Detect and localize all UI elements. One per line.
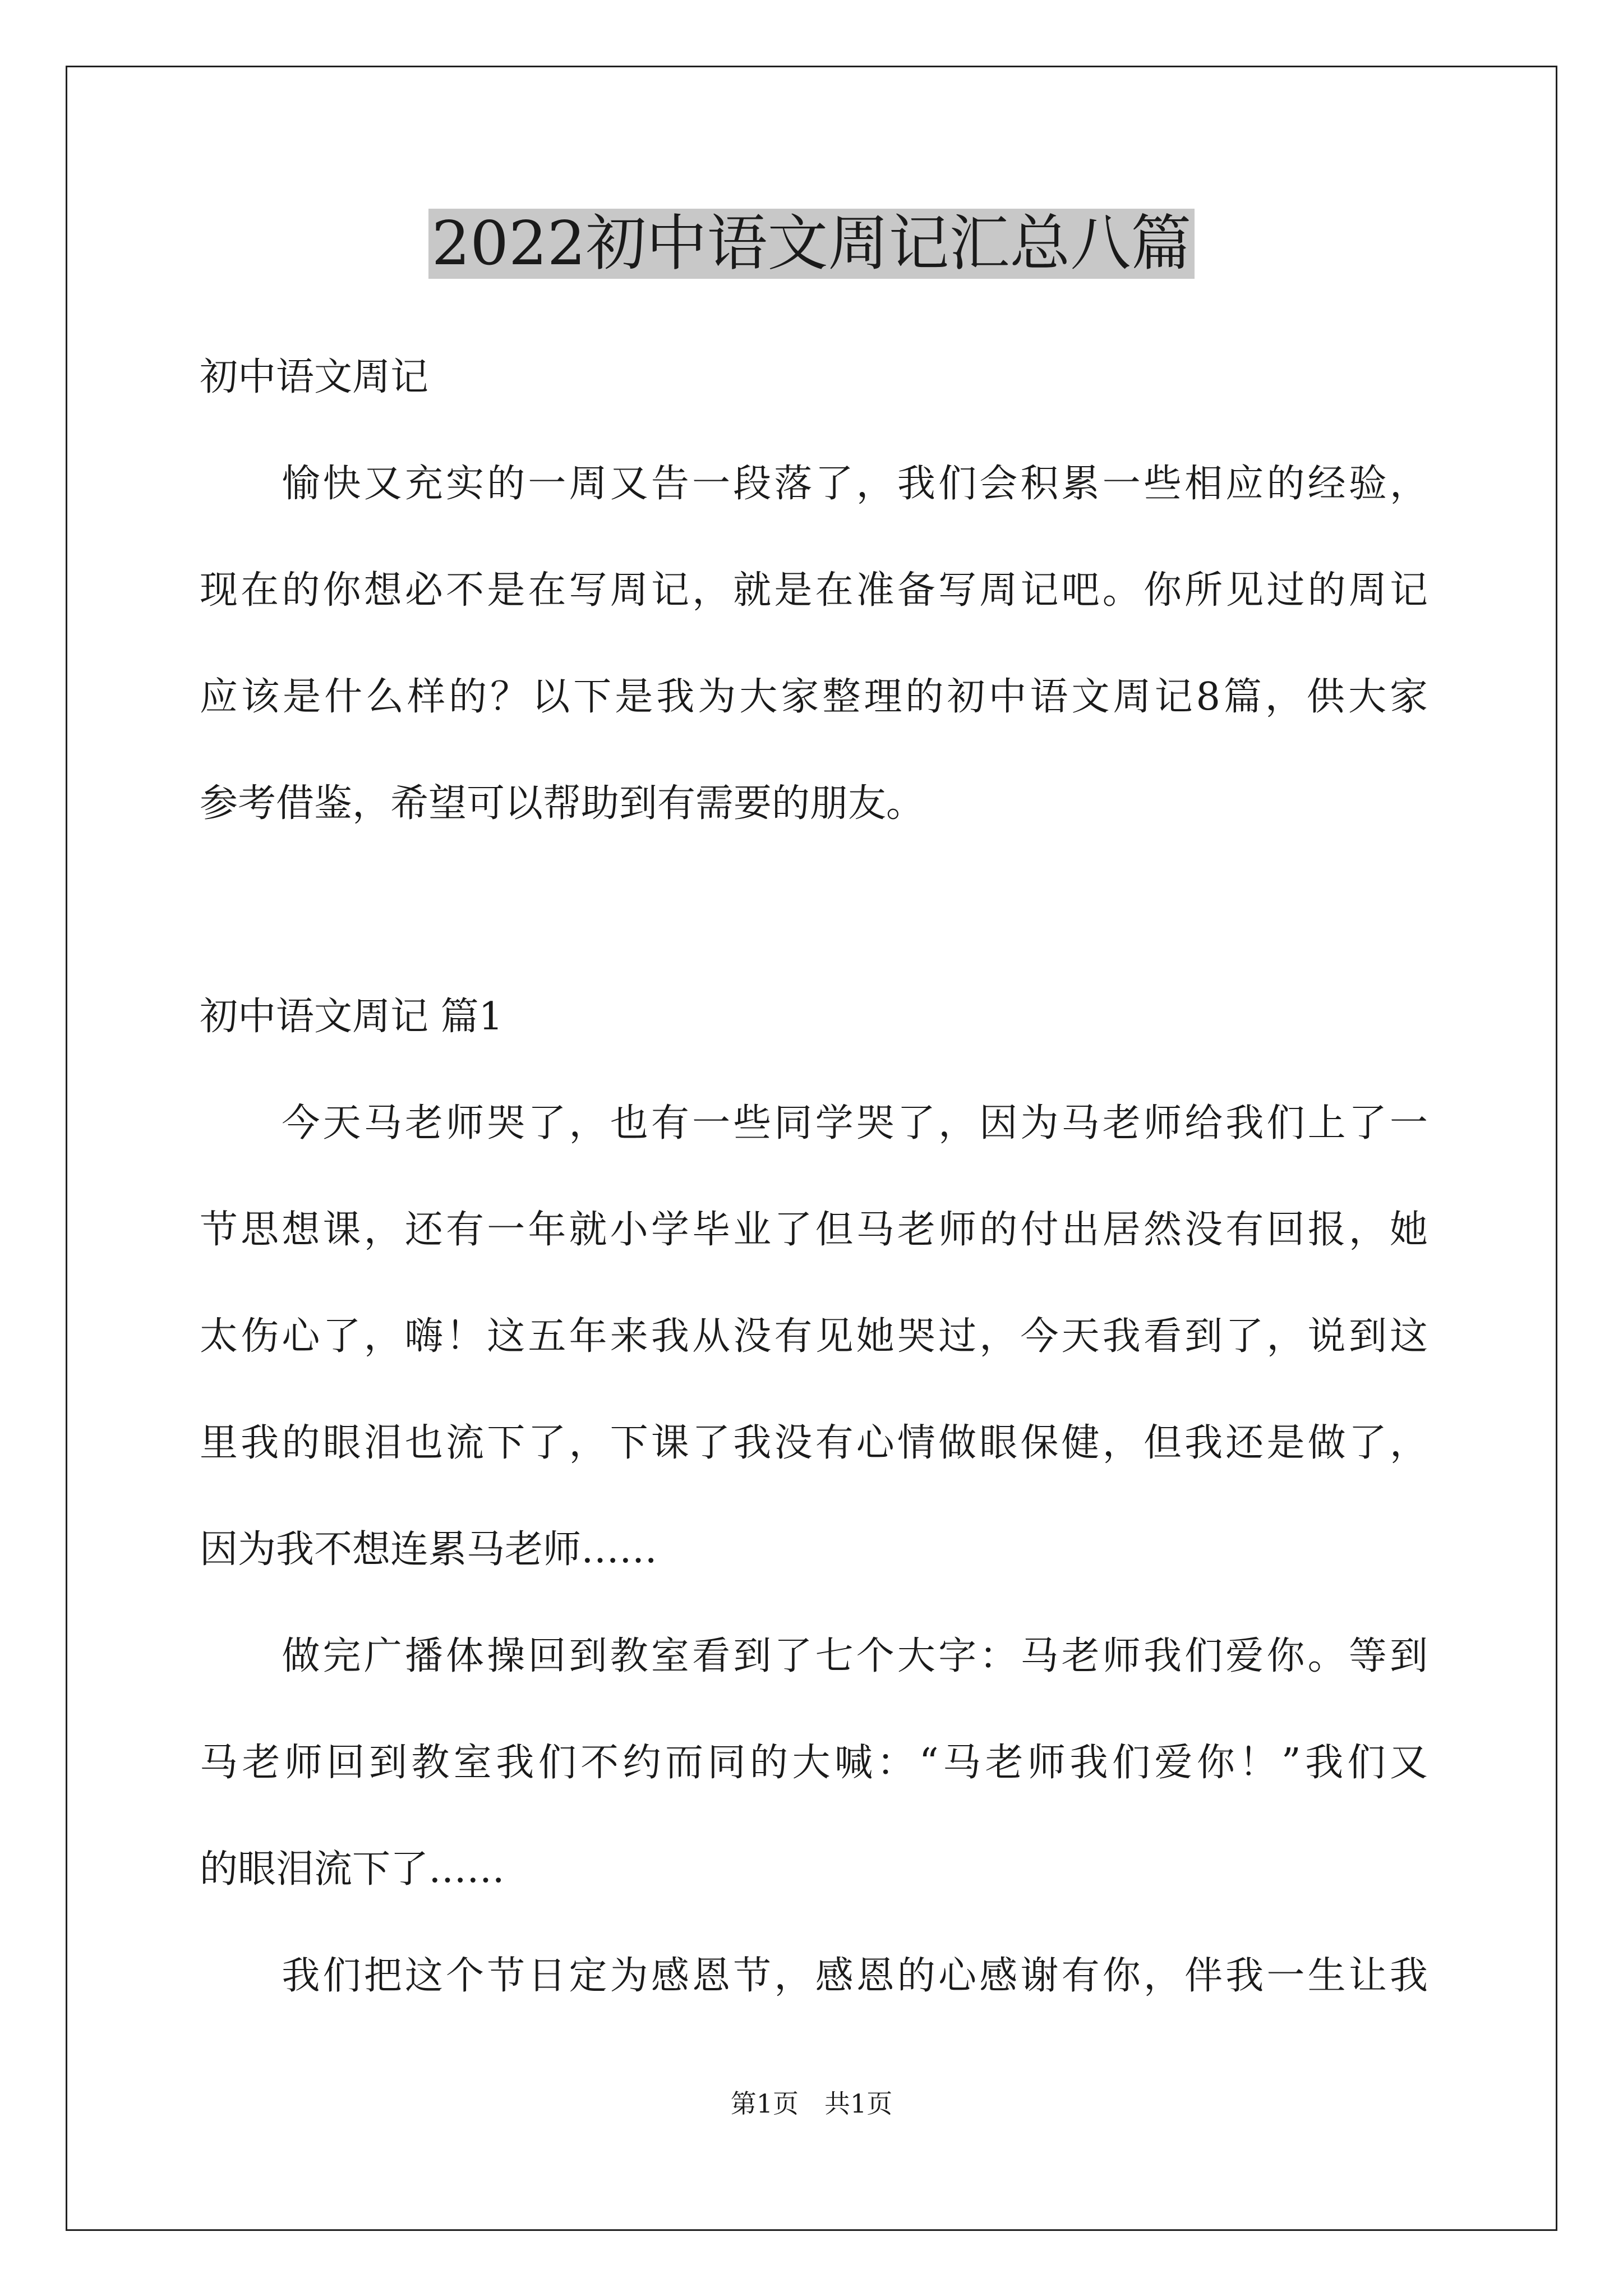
body-line: 我们把这个节日定为感恩节，感恩的心感谢有你，伴我一生让我	[200, 1954, 1428, 1998]
intro-line: 参考借鉴，希望可以帮助到有需要的朋友。	[200, 781, 925, 826]
body-line: 做完广播体操回到教室看到了七个大字：马老师我们爱你。等到	[200, 1634, 1428, 1678]
body-line: 太伤心了，嗨！这五年来我从没有见她哭过，今天我看到了，说到这	[200, 1314, 1428, 1359]
page-footer: 第1页 共1页	[730, 2088, 893, 2119]
body-line: 的眼泪流下了……	[200, 1847, 505, 1892]
intro-heading: 初中语文周记	[200, 355, 429, 399]
body-line: 节思想课，还有一年就小学毕业了但马老师的付出居然没有回报，她	[200, 1208, 1428, 1252]
body-line: 里我的眼泪也流下了，下课了我没有心情做眼保健，但我还是做了，	[200, 1421, 1428, 1465]
document-title	[0, 202, 1623, 286]
intro-line: 愉快又充实的一周又告一段落了，我们会积累一些相应的经验，	[200, 462, 1428, 506]
intro-line: 现在的你想必不是在写周记，就是在准备写周记吧。你所见过的周记	[200, 568, 1428, 613]
section-heading: 初中语文周记 篇1	[200, 995, 503, 1039]
body-line: 因为我不想连累马老师……	[200, 1527, 658, 1572]
body-line: 马老师回到教室我们不约而同的大喊：“马老师我们爱你！”我们又	[200, 1741, 1428, 1785]
body-line: 今天马老师哭了，也有一些同学哭了，因为马老师给我们上了一	[200, 1101, 1428, 1145]
document-title-text: 2022初中语文周记汇总八篇	[428, 209, 1195, 279]
intro-line: 应该是什么样的？以下是我为大家整理的初中语文周记8篇，供大家	[200, 675, 1428, 719]
